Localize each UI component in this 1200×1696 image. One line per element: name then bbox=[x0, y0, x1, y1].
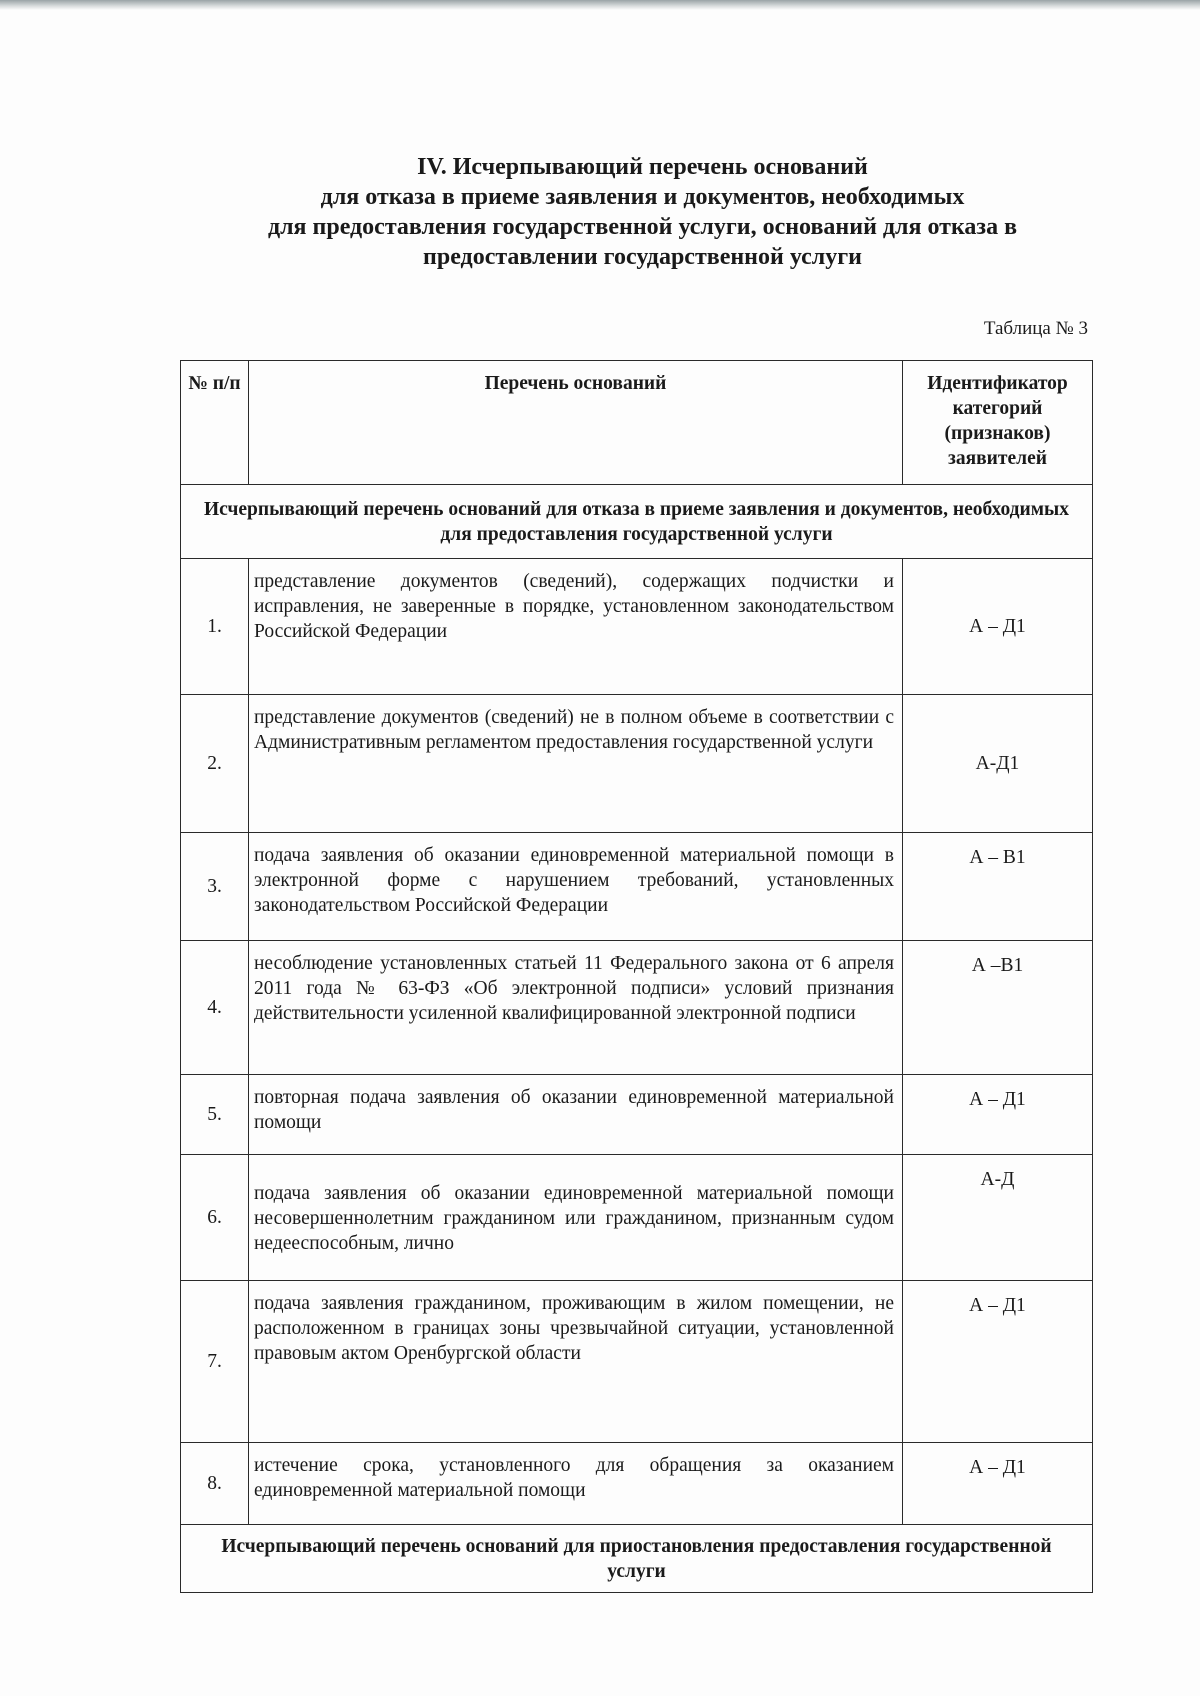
table-row bbox=[181, 1075, 1093, 1155]
table-row bbox=[181, 1443, 1093, 1525]
row-text: повторная подача заявления об оказании единовременной материальной помощи bbox=[249, 1075, 903, 1155]
row-id: А – Д1 bbox=[903, 559, 1093, 695]
heading-line-3: для предоставления государственной услуги, оснований для отказа в bbox=[267, 214, 1018, 240]
heading-line-4: предоставлении государственной услуги bbox=[423, 244, 862, 270]
row-num: 8. bbox=[181, 1443, 249, 1525]
header-id: Идентификатор категорий (признаков) заявителей bbox=[903, 361, 1093, 485]
heading-line-1: IV. Исчерпывающий перечень оснований bbox=[417, 154, 868, 180]
row-id: А – В1 bbox=[903, 833, 1093, 941]
table-row bbox=[181, 833, 1093, 941]
section-row bbox=[181, 1525, 1093, 1593]
section-title-refusal: Исчерпывающий перечень оснований для отказа в приеме заявления и документов, необходимых для предоставления государственной услуги bbox=[181, 485, 1093, 559]
row-text: подача заявления об оказании единовременной материальной помощи несовершеннолетним гражданином или гражданином, признанным судом недееспособным, лично bbox=[249, 1155, 903, 1281]
row-text: подача заявления гражданином, проживающим в жилом помещении, не расположенном в границах зоны чрезвычайной ситуации, установленной правовым актом Оренбургской области bbox=[249, 1281, 903, 1443]
table-row bbox=[181, 1281, 1093, 1443]
row-id: А – Д1 bbox=[903, 1075, 1093, 1155]
section-title-suspension: Исчерпывающий перечень оснований для приостановления предоставления государственной услуги bbox=[181, 1525, 1093, 1593]
table-header-row bbox=[181, 361, 1093, 485]
grounds-table bbox=[180, 360, 1093, 1593]
row-text: представление документов (сведений), содержащих подчистки и исправления, не заверенные в порядке, установленном законодательством Российской Федерации bbox=[249, 559, 903, 695]
table-caption: Таблица № 3 bbox=[983, 318, 1088, 339]
row-text: подача заявления об оказании единовременной материальной помощи в электронной форме с нарушением требований, установленных законодательством Российской Федерации bbox=[249, 833, 903, 941]
header-text: Перечень оснований bbox=[249, 361, 903, 485]
row-num: 3. bbox=[181, 833, 249, 941]
table-row bbox=[181, 559, 1093, 695]
row-text: несоблюдение установленных статьей 11 Федерального закона от 6 апреля 2011 года № 63-ФЗ «Об электронной подписи» условий признания действительности усиленной квалифицированной электронной подписи bbox=[249, 941, 903, 1075]
heading-line-2: для отказа в приеме заявления и документов, необходимых bbox=[320, 184, 965, 210]
section-row bbox=[181, 485, 1093, 559]
row-id: А –В1 bbox=[903, 941, 1093, 1075]
row-num: 7. bbox=[181, 1281, 249, 1443]
header-num: № п/п bbox=[181, 361, 249, 485]
table-row bbox=[181, 1155, 1093, 1281]
scan-edge bbox=[0, 0, 1200, 10]
row-text: представление документов (сведений) не в полном объеме в соответствии с Административным регламентом предоставления государственной услуги bbox=[249, 695, 903, 833]
row-num: 4. bbox=[181, 941, 249, 1075]
row-num: 5. bbox=[181, 1075, 249, 1155]
table-row bbox=[181, 695, 1093, 833]
table-row bbox=[181, 941, 1093, 1075]
row-id: А-Д1 bbox=[903, 695, 1093, 833]
row-num: 6. bbox=[181, 1155, 249, 1281]
row-num: 2. bbox=[181, 695, 249, 833]
row-id: А – Д1 bbox=[903, 1443, 1093, 1525]
row-text: истечение срока, установленного для обращения за оказанием единовременной материальной помощи bbox=[249, 1443, 903, 1525]
row-id: А – Д1 bbox=[903, 1281, 1093, 1443]
row-id: А-Д bbox=[903, 1155, 1093, 1281]
row-num: 1. bbox=[181, 559, 249, 695]
section-heading bbox=[150, 152, 1135, 272]
